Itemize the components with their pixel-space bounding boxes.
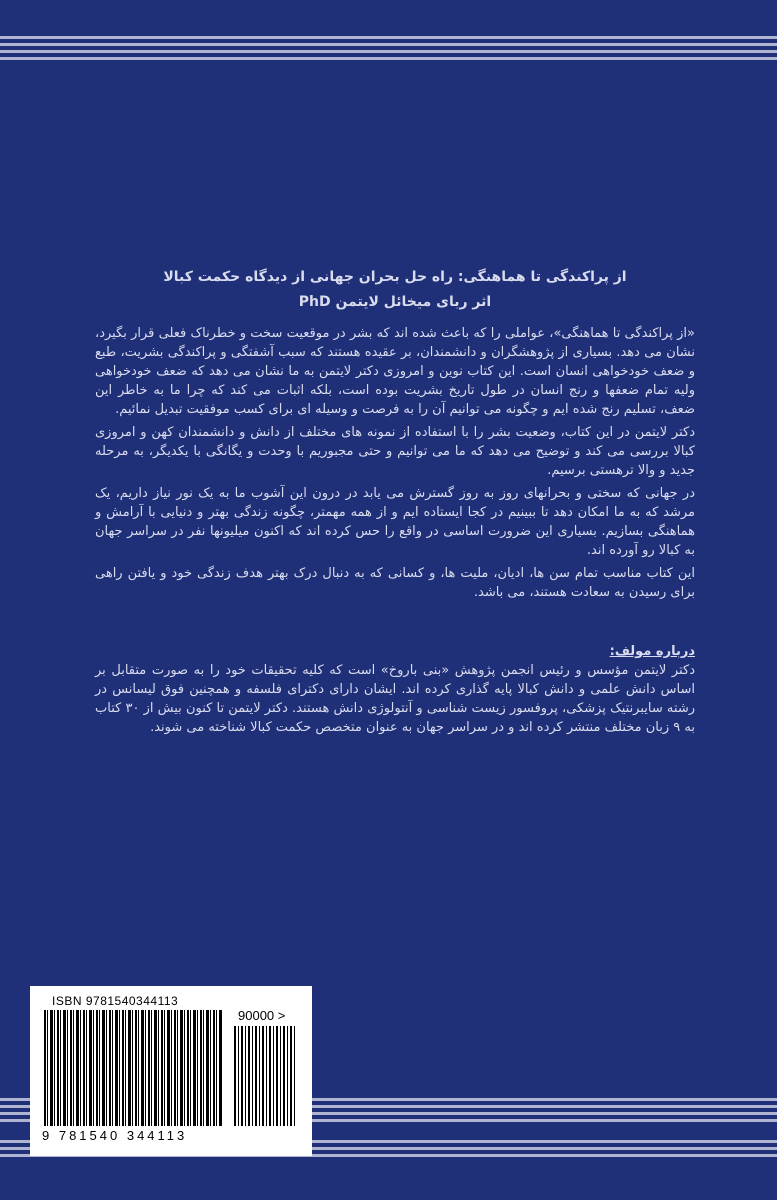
barcode-digits: 9 781540 344113 bbox=[42, 1128, 188, 1143]
isbn-barcode bbox=[30, 986, 312, 1156]
description-paragraph-1: «از پراکندگی تا هماهنگی»، عواملی را که باعث شده اند که بشر در موقعیت سخت و خطرناک فعلی قرار بگیرد، نشان می دهد. بسیاری از پژوهشگران و دانشمندان، بر عقیده هستند که سبب آشفتگی و پراکندگی بشریت، طبع و ضعف خودخواهی انسان است. این کتاب نوین و امروزی دکتر لایتمن به ما نشان می دهد که ضعف خودخواهی ولیه تمام ضعفها و رنج انسان در طول تاریخ بشریت بوده است، بلکه اثبات می کند که چرا ما به خاطر این ضعف، تسلیم رنج شده ایم و چگونه می توانیم آن را به فرصت و وسیله ای برای کسب موفقیت تبدیل نمائیم. bbox=[95, 326, 695, 417]
about-author-heading: درباره مولف: bbox=[609, 644, 695, 659]
book-author: اثر ربای میخائل لایتمن PhD bbox=[298, 294, 492, 310]
book-title: از پراکندگی تا هماهنگی: راه حل بحران جهانی از دیدگاه حکمت کبالا bbox=[163, 269, 627, 285]
barcode-bars bbox=[44, 1010, 222, 1126]
about-author-text: دکتر لایتمن مؤسس و رئیس انجمن پژوهش «بنی باروخ» است که کلیه تحقیقات خود را به صورت متقابل بر اساس دانش علمی و دانش کبالا پایه گذاری کرده اند. ایشان دارای دکترای فلسفه و همچنین فوق لیسانس در رشته سایبرنتیک پزشکی، پروفسور زیست شناسی و آنتولوژی دانش هستند. دکتر لایتمن تا کنون بیش از ۳۰ کتاب به ۹ زبان مختلف منتشر کرده اند و در سراسر جهان به عنوان متخصص حکمت کبالا شناخته می شوند. bbox=[95, 663, 695, 735]
cover-text bbox=[95, 268, 695, 741]
top-stripes bbox=[0, 36, 777, 64]
description-paragraph-3: در جهانی که سختی و بحرانهای روز به روز گسترش می یابد در درون این آشوب ما به یک نور نیاز داریم، یک مرشد که به ما امکان دهد تا ببینیم در کجا ایستاده ایم و از همه مهمتر، چگونه زندگی بهتر و دنیایی با آرامش و هماهنگی بسازیم. بسیاری این ضرورت اساسی در واقع را حس کرده اند که اکنون میلیونها نفر در سراسر جهان به کبالا رو آورده اند. bbox=[95, 486, 695, 558]
price-code: 90000 > bbox=[238, 1008, 286, 1023]
barcode-addon-bars bbox=[234, 1026, 296, 1126]
isbn-label: ISBN 9781540344113 bbox=[52, 994, 179, 1008]
description-paragraph-4: این کتاب مناسب تمام سن ها، ادیان، ملیت ها، و کسانی که به دنبال درک بهتر هدف زندگی خود و یافتن راهی برای رسیدن به سعادت هستند، می باشد. bbox=[95, 566, 695, 600]
description-paragraph-2: دکتر لایتمن در این کتاب، وضعیت بشر را با استفاده از نمونه های مختلف از دانش و دانشمندان کهن و امروزی کبالا بررسی می کند و توضیح می دهد که ما می توانیم و حتی مجبوریم با وحدت و یگانگی با یکدیگر، به مرحله جدید و والا ترهستی برسیم. bbox=[95, 425, 695, 478]
